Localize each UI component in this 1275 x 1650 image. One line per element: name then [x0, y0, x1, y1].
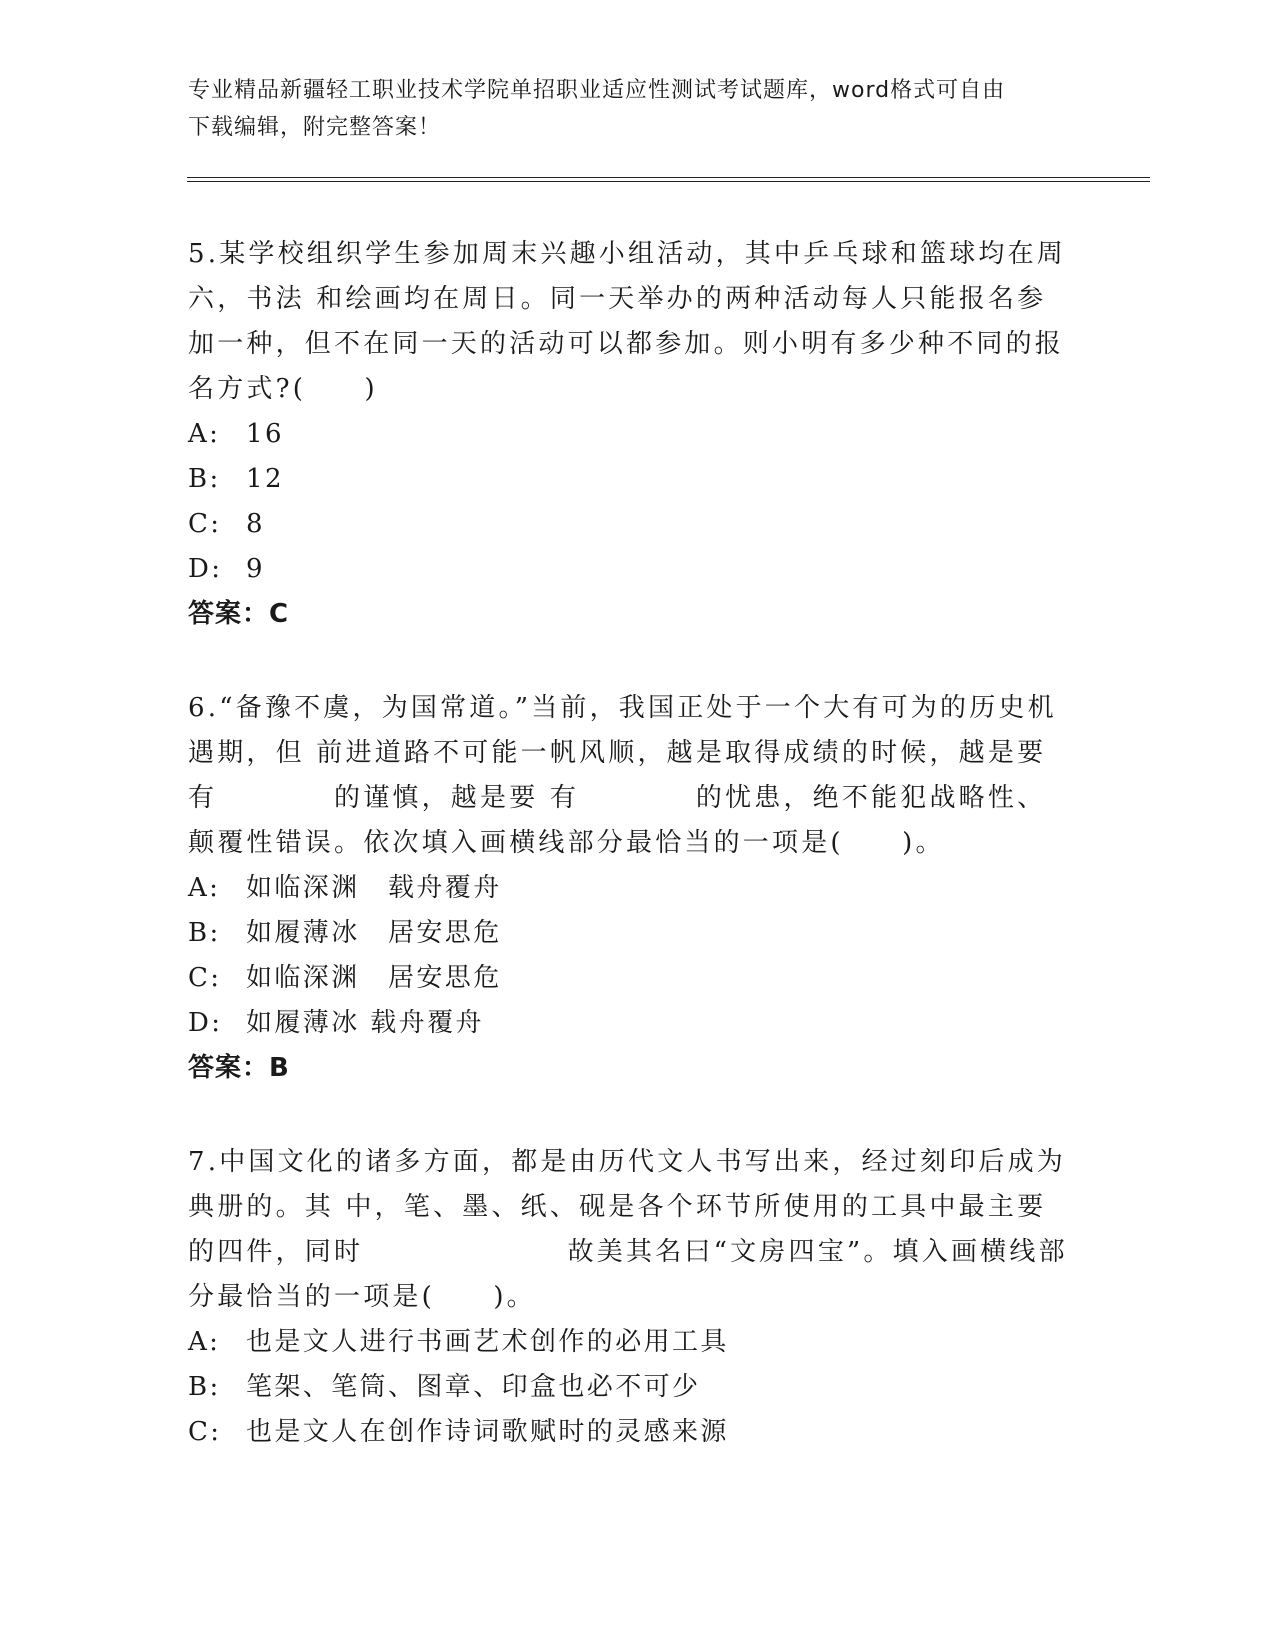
option-value: 如履薄冰 载舟覆舟: [246, 1008, 484, 1038]
option-list: [188, 412, 1068, 592]
option-list: [188, 1320, 1068, 1455]
header-line-1: 专业精品新疆轻工职业技术学院单招职业适应性测试考试题库，word格式可自由: [188, 78, 1006, 103]
option-d: [188, 1001, 1068, 1046]
option-value: 9: [246, 554, 265, 584]
page-header: [188, 72, 1068, 146]
option-key: D:: [188, 554, 223, 584]
option-b: [188, 911, 1068, 956]
option-value: 笔架、笔筒、图章、印盒也必不可少: [246, 1372, 701, 1402]
question-text: 5.某学校组织学生参加周末兴趣小组活动，其中乒乓球和篮球均在周六，书法 和绘画均在周日。同一天举办的两种活动每人只能报名参加一种，但不在同一天的活动可以都参加。则小明有多少种不同的报名方式?( ): [188, 239, 1067, 404]
option-value: 12: [246, 464, 284, 494]
option-value: 如临深渊 居安思危: [246, 963, 502, 993]
question-text: 7.中国文化的诸多方面，都是由历代文人书写出来，经过刻印后成为典册的。其 中，笔、墨、纸、砚是各个环节所使用的工具中最主要的四件，同时 故美其名曰“文房四宝”。填入画横线部分最恰当的一项是( )。: [188, 1147, 1068, 1312]
option-list: [188, 866, 1068, 1046]
option-value: 如临深渊 载舟覆舟: [246, 873, 502, 903]
option-value: 如履薄冰 居安思危: [246, 918, 502, 948]
answer-label: 答案：B: [188, 1053, 290, 1083]
question-text: 6.“备豫不虞，为国常道。”当前，我国正处于一个大有可为的历史机遇期，但 前进道路不可能一帆风顺，越是取得成绩的时候，越是要有 的谨慎，越是要 有 的忧患，绝不能犯战略性、颠覆性错误。依次填入画横线部分最恰当的一项是( )。: [188, 693, 1057, 858]
question-6: [188, 686, 1068, 1091]
option-d: [188, 547, 1068, 592]
option-key: A:: [188, 1327, 221, 1357]
option-key: C:: [188, 509, 222, 539]
option-b: [188, 1365, 1068, 1410]
option-key: A:: [188, 873, 221, 903]
option-c: [188, 1410, 1068, 1455]
option-value: 16: [246, 419, 284, 449]
header-divider-top: [187, 177, 1150, 178]
option-c: [188, 502, 1068, 547]
option-value: 也是文人在创作诗词歌赋时的灵感来源: [246, 1417, 729, 1447]
option-key: B:: [188, 1372, 221, 1402]
answer-label: 答案：C: [188, 599, 290, 629]
header-divider-bottom: [187, 181, 1150, 182]
question-7: [188, 1140, 1068, 1455]
option-key: C:: [188, 963, 222, 993]
option-key: A:: [188, 419, 221, 449]
option-c: [188, 956, 1068, 1001]
option-a: [188, 866, 1068, 911]
option-key: B:: [188, 464, 221, 494]
option-a: [188, 412, 1068, 457]
option-value: 8: [246, 509, 265, 539]
header-line-2: 下载编辑，附完整答案！: [188, 115, 442, 140]
option-a: [188, 1320, 1068, 1365]
option-b: [188, 457, 1068, 502]
option-key: B:: [188, 918, 221, 948]
question-5: [188, 232, 1068, 637]
option-value: 也是文人进行书画艺术创作的必用工具: [246, 1327, 729, 1357]
option-key: C:: [188, 1417, 222, 1447]
option-key: D:: [188, 1008, 223, 1038]
